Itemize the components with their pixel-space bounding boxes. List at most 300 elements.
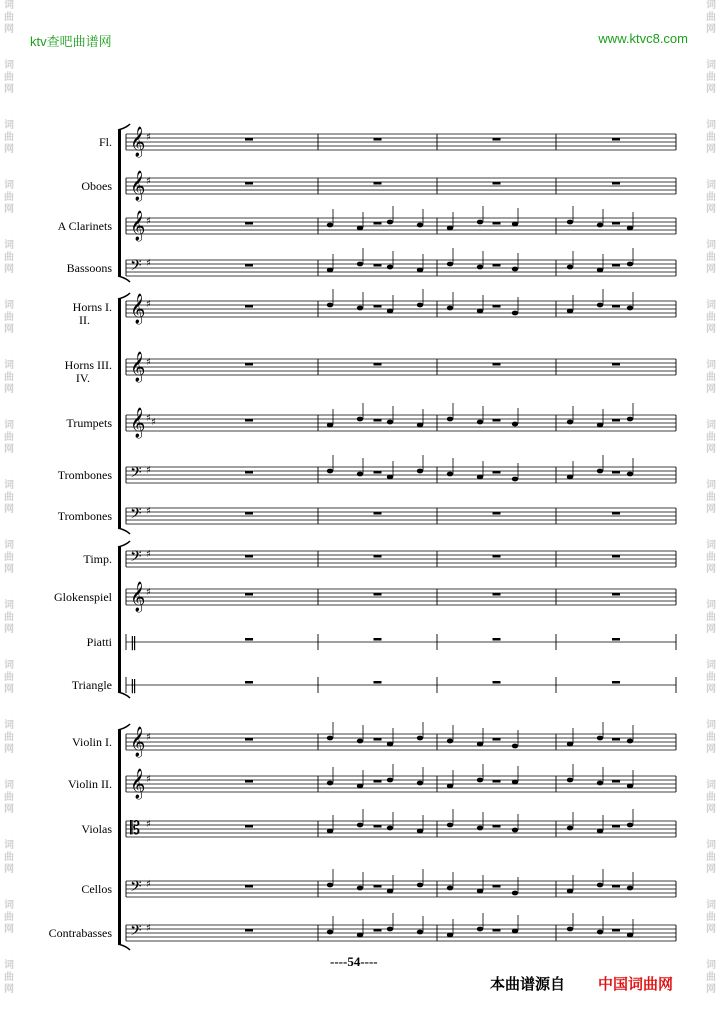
- watermark-glyph: 网: [4, 324, 14, 335]
- whole-rest: [493, 138, 501, 141]
- whole-rest: [612, 593, 620, 596]
- instrument-label: Timp.: [83, 552, 112, 566]
- whole-rest: [612, 512, 620, 515]
- note-head: [387, 265, 393, 270]
- note-head: [387, 309, 393, 314]
- watermark-glyph: 曲: [4, 912, 14, 923]
- note-head: [597, 930, 603, 935]
- instrument-label: Fl.: [98, 135, 112, 149]
- note-head: [597, 736, 603, 741]
- whole-rest: [245, 363, 253, 366]
- instrument-label: Oboes: [81, 179, 112, 193]
- note-head: [417, 423, 423, 428]
- watermark-glyph: 网: [706, 984, 716, 995]
- note-head: [597, 829, 603, 834]
- whole-rest: [612, 555, 620, 558]
- note-head: [417, 930, 423, 935]
- watermark-glyph: 网: [706, 504, 716, 515]
- watermark-glyph: 词: [706, 480, 716, 491]
- note-head: [357, 784, 363, 789]
- instrument-label: Triangle: [71, 678, 112, 692]
- whole-rest: [245, 419, 253, 422]
- instrument-label: Cellos: [81, 882, 112, 896]
- watermark-glyph: 网: [706, 324, 716, 335]
- note-head: [387, 475, 393, 480]
- watermark-glyph: 网: [4, 264, 14, 275]
- whole-rest: [612, 929, 620, 932]
- note-head: [357, 739, 363, 744]
- bracket-hook: [118, 692, 130, 698]
- note-head: [417, 303, 423, 308]
- whole-rest: [374, 419, 382, 422]
- note-head: [417, 223, 423, 228]
- whole-rest: [612, 138, 620, 141]
- watermark-glyph: 网: [4, 504, 14, 515]
- watermark-glyph: 网: [4, 564, 14, 575]
- instrument-label: Violas: [81, 822, 112, 836]
- clef-glyph: 𝄢: [130, 548, 142, 569]
- key-sharp: ♯: [146, 465, 151, 476]
- bracket-hook: [118, 293, 130, 299]
- watermark-glyph: 曲: [4, 312, 14, 323]
- whole-rest: [493, 555, 501, 558]
- note-head: [567, 265, 573, 270]
- watermark-glyph: 网: [4, 204, 14, 215]
- key-sharp: ♯: [146, 732, 151, 743]
- note-head: [387, 420, 393, 425]
- whole-rest: [245, 681, 253, 684]
- watermark-glyph: 网: [4, 804, 14, 815]
- note-head: [387, 220, 393, 225]
- note-head: [477, 265, 483, 270]
- note-head: [597, 223, 603, 228]
- watermark-glyph: 曲: [706, 732, 716, 743]
- header-right-url: www.ktvc8.com: [598, 31, 688, 46]
- watermark-glyph: 网: [706, 84, 716, 95]
- note-head: [357, 472, 363, 477]
- watermark-glyph: 词: [706, 60, 716, 71]
- whole-rest: [612, 305, 620, 308]
- note-head: [387, 826, 393, 831]
- whole-rest: [245, 305, 253, 308]
- whole-rest: [374, 780, 382, 783]
- watermark-glyph: 网: [4, 144, 14, 155]
- clef-glyph: 𝄞: [130, 769, 146, 799]
- note-head: [597, 781, 603, 786]
- whole-rest: [245, 780, 253, 783]
- note-head: [477, 826, 483, 831]
- whole-rest: [493, 305, 501, 308]
- note-head: [357, 306, 363, 311]
- watermark-glyph: 曲: [706, 612, 716, 623]
- whole-rest: [374, 681, 382, 684]
- system-bracket: [118, 730, 121, 944]
- whole-rest: [374, 363, 382, 366]
- watermark-glyph: 曲: [4, 552, 14, 563]
- whole-rest: [493, 825, 501, 828]
- watermark-glyph: 词: [4, 720, 14, 731]
- note-head: [512, 929, 518, 934]
- watermark-glyph: 曲: [4, 252, 14, 263]
- whole-rest: [374, 929, 382, 932]
- watermark-glyph: 词: [4, 180, 14, 191]
- whole-rest: [493, 738, 501, 741]
- watermark-glyph: 网: [706, 804, 716, 815]
- note-head: [357, 226, 363, 231]
- instrument-label: Horns I. II.: [72, 300, 112, 327]
- whole-rest: [374, 182, 382, 185]
- clef-glyph: 𝄞: [130, 352, 146, 382]
- bracket-hook: [118, 276, 130, 282]
- note-head: [627, 933, 633, 938]
- whole-rest: [612, 738, 620, 741]
- note-head: [447, 472, 453, 477]
- whole-rest: [374, 471, 382, 474]
- note-head: [357, 933, 363, 938]
- note-head: [417, 736, 423, 741]
- whole-rest: [493, 681, 501, 684]
- whole-rest: [493, 363, 501, 366]
- note-head: [327, 736, 333, 741]
- note-head: [627, 226, 633, 231]
- whole-rest: [612, 780, 620, 783]
- clef-glyph: ‖: [130, 635, 137, 651]
- note-head: [477, 475, 483, 480]
- watermark-glyph: 曲: [4, 792, 14, 803]
- note-head: [327, 930, 333, 935]
- watermark-glyph: 词: [4, 0, 14, 11]
- note-head: [512, 477, 518, 482]
- note-head: [477, 742, 483, 747]
- whole-rest: [245, 929, 253, 932]
- watermark-glyph: 曲: [706, 192, 716, 203]
- bracket-hook: [118, 541, 130, 547]
- whole-rest: [612, 419, 620, 422]
- watermark-glyph: 曲: [4, 192, 14, 203]
- key-sharp: ♯: [146, 132, 151, 143]
- whole-rest: [245, 638, 253, 641]
- note-head: [447, 784, 453, 789]
- whole-rest: [245, 825, 253, 828]
- whole-rest: [612, 471, 620, 474]
- watermark-glyph: 词: [706, 600, 716, 611]
- clef-glyph: 𝄡: [130, 818, 141, 839]
- watermark-glyph: 词: [706, 660, 716, 671]
- watermark-glyph: 曲: [706, 492, 716, 503]
- whole-rest: [374, 825, 382, 828]
- watermark-glyph: 曲: [706, 852, 716, 863]
- note-head: [357, 886, 363, 891]
- note-head: [567, 309, 573, 314]
- key-sharp: ♯: [146, 549, 151, 560]
- watermark-glyph: 曲: [706, 72, 716, 83]
- watermark-glyph: 词: [4, 120, 14, 131]
- note-head: [627, 306, 633, 311]
- whole-rest: [245, 512, 253, 515]
- note-head: [477, 220, 483, 225]
- watermark-glyph: 曲: [706, 252, 716, 263]
- whole-rest: [493, 471, 501, 474]
- note-head: [477, 309, 483, 314]
- whole-rest: [493, 638, 501, 641]
- note-head: [417, 829, 423, 834]
- note-head: [567, 826, 573, 831]
- watermark-glyph: 词: [4, 480, 14, 491]
- watermark-glyph: 网: [4, 864, 14, 875]
- bracket-hook: [118, 528, 130, 534]
- note-head: [597, 303, 603, 308]
- header-left-site: ktv查吧曲谱网: [30, 34, 112, 49]
- note-head: [597, 469, 603, 474]
- note-head: [387, 927, 393, 932]
- clef-glyph: 𝄢: [130, 257, 142, 278]
- note-head: [567, 927, 573, 932]
- watermark-glyph: 曲: [706, 672, 716, 683]
- note-head: [327, 469, 333, 474]
- bracket-hook: [118, 124, 130, 130]
- note-head: [357, 417, 363, 422]
- watermark-glyph: 曲: [706, 132, 716, 143]
- key-sharp: ♯: [146, 176, 151, 187]
- whole-rest: [245, 593, 253, 596]
- clef-glyph: 𝄢: [130, 878, 142, 899]
- watermark-glyph: 网: [706, 564, 716, 575]
- whole-rest: [493, 593, 501, 596]
- watermark-glyph: 网: [706, 444, 716, 455]
- watermark-glyph: 网: [4, 984, 14, 995]
- footer-source-label: 本曲谱源自: [490, 975, 566, 993]
- note-head: [627, 262, 633, 267]
- system-bracket: [118, 130, 121, 276]
- watermark-glyph: 网: [4, 624, 14, 635]
- note-head: [387, 778, 393, 783]
- watermark-glyph: 网: [706, 924, 716, 935]
- whole-rest: [493, 780, 501, 783]
- note-head: [447, 823, 453, 828]
- watermark-glyph: 词: [4, 780, 14, 791]
- clef-glyph: 𝄢: [130, 505, 142, 526]
- watermark-glyph: 曲: [4, 672, 14, 683]
- whole-rest: [245, 138, 253, 141]
- footer-site-name: 中国词曲网: [598, 975, 674, 993]
- watermark-glyph: 网: [4, 384, 14, 395]
- key-sharp: ♯: [146, 587, 151, 598]
- key-sharp: ♯: [146, 258, 151, 269]
- clef-glyph: 𝄢: [130, 464, 142, 485]
- note-head: [512, 422, 518, 427]
- watermark-glyph: 网: [706, 684, 716, 695]
- whole-rest: [493, 929, 501, 932]
- clef-glyph: 𝄞: [130, 408, 146, 438]
- note-head: [512, 891, 518, 896]
- note-head: [627, 417, 633, 422]
- note-head: [447, 933, 453, 938]
- watermark-glyph: 词: [706, 360, 716, 371]
- system-bracket: [118, 299, 121, 528]
- clef-glyph: 𝄞: [130, 171, 146, 201]
- instrument-label: Violin I.: [72, 735, 112, 749]
- watermark-glyph: 词: [4, 540, 14, 551]
- note-head: [447, 306, 453, 311]
- watermark-glyph: 词: [4, 600, 14, 611]
- watermark-glyph: 词: [4, 60, 14, 71]
- instrument-label: Trombones: [57, 468, 112, 482]
- watermark-glyph: 词: [706, 720, 716, 731]
- note-head: [327, 268, 333, 273]
- watermark-glyph: 词: [4, 360, 14, 371]
- instrument-label: Contrabasses: [48, 926, 112, 940]
- whole-rest: [374, 738, 382, 741]
- instrument-label: A Clarinets: [57, 219, 112, 233]
- whole-rest: [245, 471, 253, 474]
- note-head: [512, 828, 518, 833]
- whole-rest: [493, 182, 501, 185]
- watermark-glyph: 词: [706, 780, 716, 791]
- watermark-glyph: 曲: [706, 912, 716, 923]
- watermark-glyph: 网: [706, 24, 716, 35]
- instrument-label: Glokenspiel: [54, 590, 112, 604]
- note-head: [327, 883, 333, 888]
- whole-rest: [374, 305, 382, 308]
- watermark-glyph: 曲: [4, 732, 14, 743]
- clef-glyph: 𝄞: [130, 582, 146, 612]
- note-head: [627, 472, 633, 477]
- clef-glyph: 𝄞: [130, 294, 146, 324]
- watermark-glyph: 词: [4, 840, 14, 851]
- note-head: [357, 262, 363, 267]
- whole-rest: [245, 264, 253, 267]
- note-head: [447, 739, 453, 744]
- note-head: [597, 423, 603, 428]
- note-head: [477, 927, 483, 932]
- whole-rest: [374, 512, 382, 515]
- whole-rest: [612, 681, 620, 684]
- whole-rest: [612, 885, 620, 888]
- whole-rest: [374, 138, 382, 141]
- note-head: [477, 889, 483, 894]
- whole-rest: [245, 738, 253, 741]
- watermark-glyph: 曲: [706, 432, 716, 443]
- note-head: [327, 223, 333, 228]
- note-head: [567, 475, 573, 480]
- clef-glyph: 𝄞: [130, 727, 146, 757]
- whole-rest: [374, 885, 382, 888]
- watermark-glyph: 曲: [706, 552, 716, 563]
- watermark-glyph: 词: [4, 240, 14, 251]
- note-head: [357, 823, 363, 828]
- watermark-glyph: 网: [4, 744, 14, 755]
- note-head: [417, 469, 423, 474]
- key-sharp: ♯: [146, 299, 151, 310]
- whole-rest: [612, 363, 620, 366]
- watermark-glyph: 曲: [706, 312, 716, 323]
- watermark-glyph: 词: [706, 0, 716, 11]
- key-sharp: ♯: [146, 216, 151, 227]
- watermark-glyph: 网: [706, 384, 716, 395]
- watermark-glyph: 曲: [706, 972, 716, 983]
- whole-rest: [245, 182, 253, 185]
- watermark-glyph: 曲: [4, 12, 14, 23]
- note-head: [512, 222, 518, 227]
- watermark-glyph: 曲: [706, 372, 716, 383]
- whole-rest: [374, 638, 382, 641]
- instrument-label: Horns III. IV.: [64, 358, 112, 385]
- clef-glyph: 𝄞: [130, 211, 146, 241]
- watermark-glyph: 词: [4, 900, 14, 911]
- note-head: [597, 268, 603, 273]
- note-head: [387, 889, 393, 894]
- whole-rest: [612, 222, 620, 225]
- note-head: [567, 220, 573, 225]
- instrument-label: Trumpets: [66, 416, 112, 430]
- instrument-label: Bassoons: [66, 261, 112, 275]
- watermark-glyph: 网: [4, 24, 14, 35]
- whole-rest: [493, 885, 501, 888]
- note-head: [327, 303, 333, 308]
- whole-rest: [374, 593, 382, 596]
- instrument-label: Piatti: [86, 635, 112, 649]
- clef-glyph: 𝄢: [130, 922, 142, 943]
- key-sharp: ♯: [146, 819, 151, 830]
- watermark-glyph: 词: [4, 300, 14, 311]
- key-sharp: ♯: [146, 879, 151, 890]
- key-sharp: ♯: [151, 417, 156, 428]
- page-number: ----54----: [330, 954, 378, 969]
- watermark-glyph: 网: [706, 204, 716, 215]
- watermark-glyph: 词: [706, 120, 716, 131]
- watermark-glyph: 曲: [4, 432, 14, 443]
- watermark-glyph: 曲: [706, 792, 716, 803]
- note-head: [327, 781, 333, 786]
- whole-rest: [374, 264, 382, 267]
- whole-rest: [612, 264, 620, 267]
- note-head: [417, 883, 423, 888]
- note-head: [512, 311, 518, 316]
- watermark-glyph: 网: [706, 264, 716, 275]
- key-sharp: ♯: [146, 923, 151, 934]
- note-head: [417, 268, 423, 273]
- system-bracket: [118, 547, 121, 692]
- key-sharp: ♯: [146, 357, 151, 368]
- note-head: [447, 226, 453, 231]
- watermark-glyph: 词: [706, 900, 716, 911]
- watermark-glyph: 词: [706, 240, 716, 251]
- watermark-glyph: 网: [706, 624, 716, 635]
- note-head: [327, 423, 333, 428]
- note-head: [567, 889, 573, 894]
- note-head: [447, 886, 453, 891]
- watermark-glyph: 曲: [706, 12, 716, 23]
- whole-rest: [493, 419, 501, 422]
- watermark-glyph: 网: [4, 684, 14, 695]
- watermark-glyph: 网: [706, 744, 716, 755]
- note-head: [512, 744, 518, 749]
- watermark-glyph: 网: [4, 444, 14, 455]
- note-head: [447, 262, 453, 267]
- watermark-glyph: 词: [706, 420, 716, 431]
- watermark-glyph: 词: [706, 840, 716, 851]
- watermark-glyph: 词: [4, 660, 14, 671]
- watermark-glyph: 曲: [4, 612, 14, 623]
- note-head: [417, 781, 423, 786]
- watermark-glyph: 曲: [4, 132, 14, 143]
- watermark-glyph: 曲: [4, 852, 14, 863]
- note-head: [627, 784, 633, 789]
- note-head: [627, 739, 633, 744]
- whole-rest: [493, 512, 501, 515]
- note-head: [597, 883, 603, 888]
- clef-glyph: ‖: [130, 678, 137, 694]
